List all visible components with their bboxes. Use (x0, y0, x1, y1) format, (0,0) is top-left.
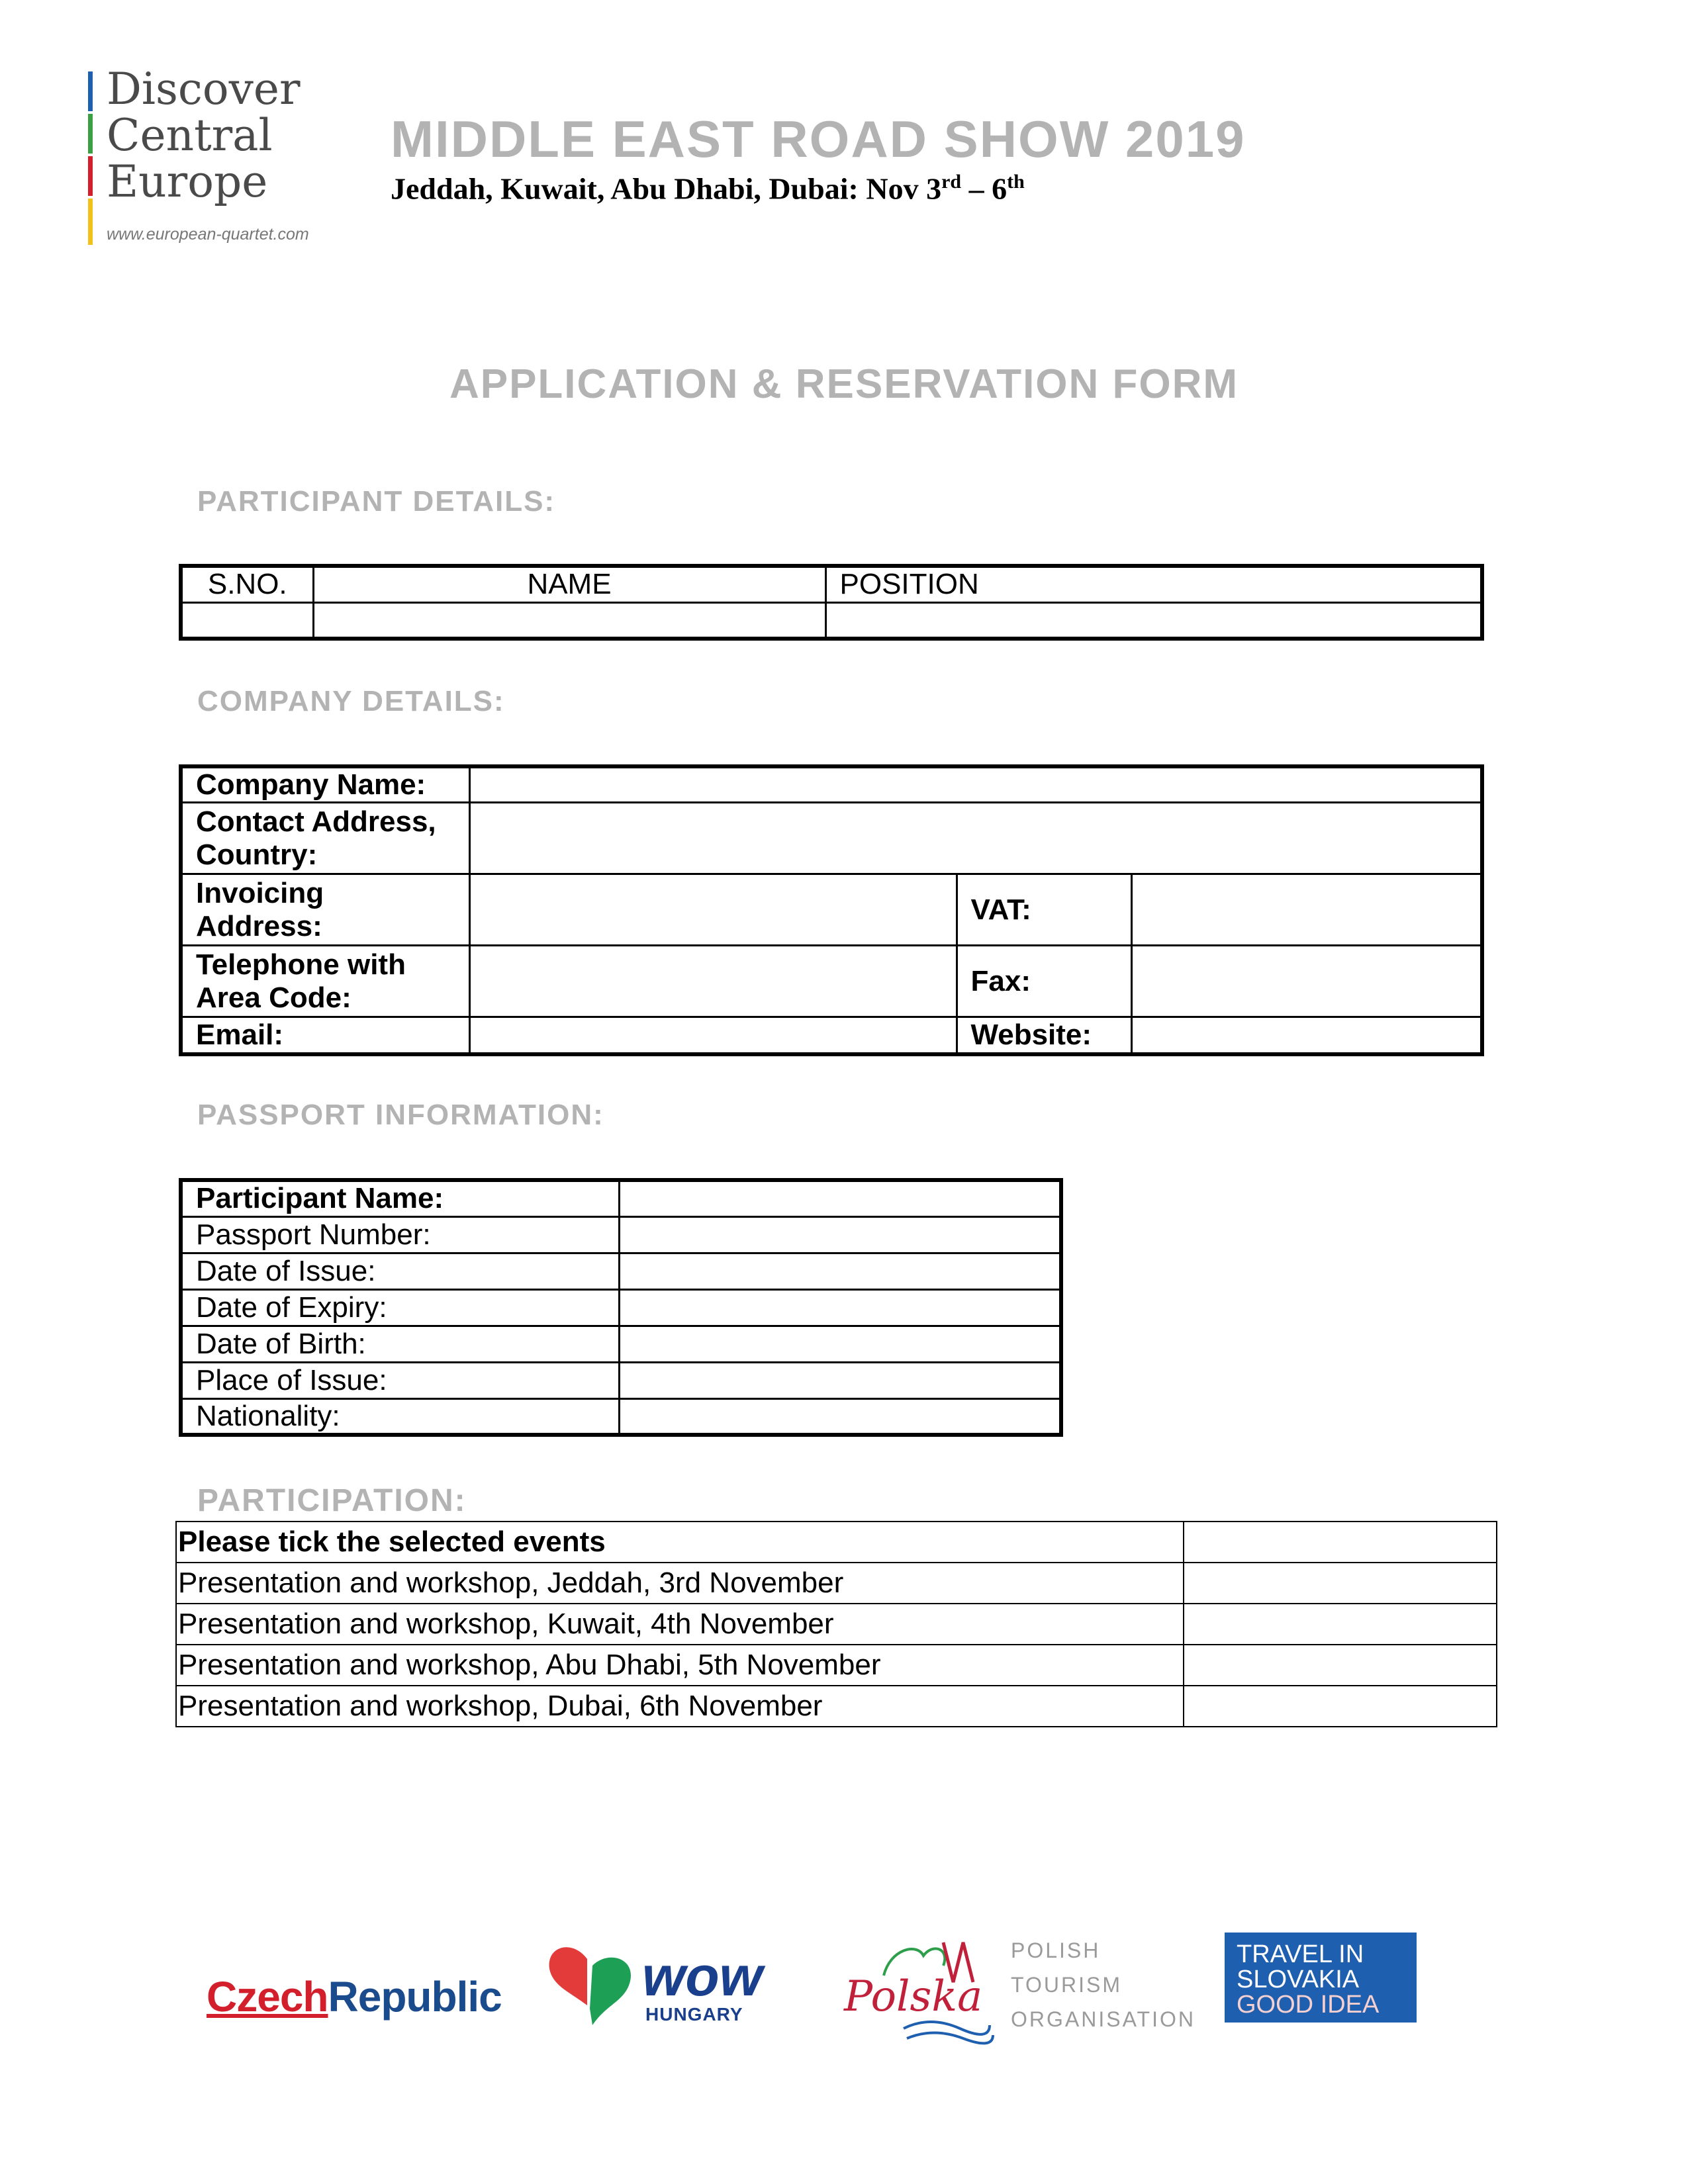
date-of-birth-field[interactable] (619, 1326, 1061, 1362)
travel-in-slovakia-logo (1225, 1933, 1417, 2023)
email-label: Email: (181, 1017, 469, 1054)
slovakia-line-2: SLOVAKIA (1237, 1966, 1360, 1993)
date-of-issue-row (181, 1253, 1061, 1289)
event-row-jeddah (176, 1563, 1497, 1604)
telephone-row (181, 946, 1482, 1017)
col-sno-header: S.NO. (181, 566, 313, 602)
website-field[interactable] (1131, 1017, 1482, 1054)
polish-tourism-logo (844, 1929, 1196, 2048)
participation-section-title: PARTICIPATION: (197, 1483, 467, 1518)
czech-republic-logo (207, 1972, 502, 2021)
discover-central-europe-logo (88, 66, 340, 251)
passport-section-title: PASSPORT INFORMATION: (197, 1099, 604, 1131)
subtitle-sup-rd: rd (941, 171, 962, 193)
passport-number-field[interactable] (619, 1216, 1061, 1253)
form-title: APPLICATION & RESERVATION FORM (449, 361, 1239, 407)
participant-entry-row (181, 602, 1482, 639)
date-of-issue-label: Date of Issue: (181, 1253, 619, 1289)
participant-header-row (181, 566, 1482, 602)
hungary-sub-text: HUNGARY (645, 2004, 743, 2025)
position-field[interactable] (825, 602, 1482, 639)
polska-word: Polska (844, 1972, 983, 2021)
date-of-birth-label: Date of Birth: (181, 1326, 619, 1362)
vat-field[interactable] (1131, 874, 1482, 946)
date-of-expiry-field[interactable] (619, 1289, 1061, 1326)
logo-bar-blue (88, 71, 93, 111)
subtitle-text: Jeddah, Kuwait, Abu Dhabi, Dubai: Nov 3 (391, 171, 942, 206)
hungary-heart-icon (546, 1939, 639, 2032)
passport-number-label: Passport Number: (181, 1216, 619, 1253)
passport-table (179, 1178, 1063, 1437)
participation-header: Please tick the selected events (176, 1522, 1184, 1563)
vat-label: VAT: (957, 874, 1131, 946)
col-name-header: NAME (313, 566, 825, 602)
date-of-expiry-row (181, 1289, 1061, 1326)
participant-table (179, 564, 1484, 641)
telephone-label: Telephone with Area Code: (181, 946, 469, 1017)
col-position-header: POSITION (825, 566, 1482, 602)
logo-url: www.european-quartet.com (107, 225, 309, 244)
logo-word-europe: Europe (107, 156, 268, 207)
nationality-label: Nationality: (181, 1398, 619, 1435)
page-title: MIDDLE EAST ROAD SHOW 2019 (391, 110, 1246, 168)
polish-line-1: POLISH (1011, 1938, 1101, 1962)
date-of-expiry-label: Date of Expiry: (181, 1289, 619, 1326)
slovakia-line-3: GOOD IDEA (1237, 1991, 1380, 2019)
participation-header-row (176, 1522, 1497, 1563)
subtitle-sup-th: th (1007, 171, 1025, 193)
event-tick-abu-dhabi[interactable] (1184, 1645, 1497, 1686)
participant-name-label: Participant Name: (181, 1180, 619, 1216)
nationality-field[interactable] (619, 1398, 1061, 1435)
website-label: Website: (957, 1017, 1131, 1054)
email-row (181, 1017, 1482, 1054)
polish-line-2: TOURISM (1011, 1973, 1122, 1997)
invoicing-address-field[interactable] (469, 874, 957, 946)
passport-number-row (181, 1216, 1061, 1253)
name-field[interactable] (313, 602, 825, 639)
contact-address-row (181, 803, 1482, 874)
place-of-issue-row (181, 1362, 1061, 1398)
hungary-wow-text: wow (642, 1945, 763, 2007)
czech-logo-red: Czech (207, 1973, 328, 2021)
participation-header-tick (1184, 1522, 1497, 1563)
fax-label: Fax: (957, 946, 1131, 1017)
event-row-kuwait (176, 1604, 1497, 1645)
date-of-birth-row (181, 1326, 1061, 1362)
event-tick-dubai[interactable] (1184, 1686, 1497, 1727)
fax-field[interactable] (1131, 946, 1482, 1017)
invoicing-address-label: Invoicing Address: (181, 874, 469, 946)
place-of-issue-label: Place of Issue: (181, 1362, 619, 1398)
event-label-kuwait: Presentation and workshop, Kuwait, 4th November (176, 1604, 1184, 1645)
page-subtitle (391, 171, 1025, 206)
wow-hungary-logo (546, 1939, 765, 2032)
participant-name-row (181, 1180, 1061, 1216)
company-table (179, 764, 1484, 1056)
polish-line-3: ORGANISATION (1011, 2007, 1196, 2031)
participant-name-field[interactable] (619, 1180, 1061, 1216)
subtitle-text-mid: – 6 (961, 171, 1008, 206)
company-name-row (181, 766, 1482, 803)
date-of-issue-field[interactable] (619, 1253, 1061, 1289)
event-tick-jeddah[interactable] (1184, 1563, 1497, 1604)
slovakia-line-1: TRAVEL IN (1237, 1940, 1364, 1968)
contact-address-field[interactable] (469, 803, 1482, 874)
sno-field[interactable] (181, 602, 313, 639)
event-label-abu-dhabi: Presentation and workshop, Abu Dhabi, 5th November (176, 1645, 1184, 1686)
event-label-dubai: Presentation and workshop, Dubai, 6th November (176, 1686, 1184, 1727)
event-row-abu-dhabi (176, 1645, 1497, 1686)
logo-bar-yellow (88, 199, 93, 245)
logo-word-discover: Discover (107, 64, 301, 114)
czech-logo-blue: Republic (328, 1973, 502, 2021)
nationality-row (181, 1398, 1061, 1435)
logo-bar-green (88, 114, 93, 154)
contact-address-label: Contact Address, Country: (181, 803, 469, 874)
company-section-title: COMPANY DETAILS: (197, 685, 505, 717)
polish-tourism-text (1011, 1933, 1196, 2036)
logo-word-central: Central (107, 110, 273, 161)
event-row-dubai (176, 1686, 1497, 1727)
invoicing-row (181, 874, 1482, 946)
telephone-field[interactable] (469, 946, 957, 1017)
logo-bar-red (88, 156, 93, 196)
event-label-jeddah: Presentation and workshop, Jeddah, 3rd November (176, 1563, 1184, 1604)
event-tick-kuwait[interactable] (1184, 1604, 1497, 1645)
company-name-field[interactable] (469, 766, 1482, 803)
participation-table (175, 1521, 1497, 1727)
place-of-issue-field[interactable] (619, 1362, 1061, 1398)
participant-section-title: PARTICIPANT DETAILS: (197, 485, 556, 518)
email-field[interactable] (469, 1017, 957, 1054)
company-name-label: Company Name: (181, 766, 469, 803)
